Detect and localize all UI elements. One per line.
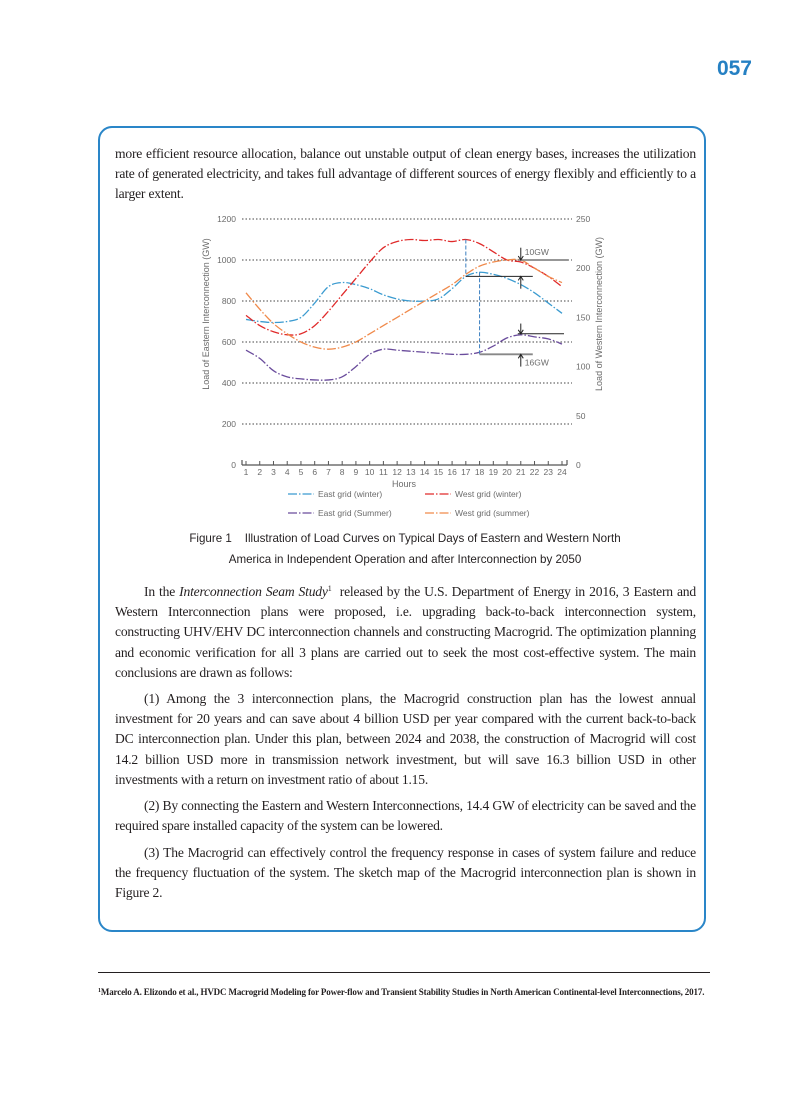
y-tick-label: 1000 <box>217 255 236 265</box>
paragraph-seam-study <box>115 582 700 683</box>
y-tick-label: 800 <box>221 296 236 306</box>
x-tick-label: 19 <box>488 467 499 477</box>
caption-line-1: Figure 1 Illustration of Load Curves on Typical Days of Eastern and Western North <box>189 532 621 545</box>
text: released by the U.S. Department of Energy in 2016, 3 Eastern and Western Interconnection plans were proposed, i.e. upgrading back-to-back interconnection system, constructing UHV/EHV DC interconnection channels and constructing Macrogrid. The optimization planning and economic verification for all 3 plans are carried out to seek the most cost-effective system. The main conclusions are drawn as follows: <box>115 584 700 680</box>
x-tick-label: 5 <box>298 467 304 477</box>
x-tick-label: 22 <box>529 467 540 477</box>
y-tick-label: 400 <box>221 378 236 388</box>
x-tick-label: 20 <box>502 467 512 477</box>
x-tick-label: 13 <box>406 467 416 477</box>
left-axis-ticks <box>217 214 236 470</box>
intro-paragraph: more efficient resource allocation, balance out unstable output of clean energy bases, increases the utilization rate of generated electricity, and takes full advantage of different sources of energy flexibly and efficiently to a larger extent. <box>115 146 696 202</box>
y2-tick-label: 50 <box>576 410 586 421</box>
y-tick-label: 0 <box>231 460 236 470</box>
paragraph-conclusion-1: (1) Among the 3 interconnection plans, the Macrogrid construction plan has the lowest annual investment for 20 years and can save about 4 billion USD per year compared with the current back-to-back DC interconnection plan. Under this plan, between 2024 and 2038, the construction of Macrogrid will cost 14.2 billion USD more in transmission network investment, but will save 16.3 billion USD in other investments with a return on investment ratio of about 1.15. <box>115 691 696 787</box>
x-tick-label: 15 <box>433 467 444 477</box>
x-tick-label: 8 <box>339 467 345 477</box>
y2-tick-label: 0 <box>576 460 581 470</box>
legend-label-2: East grid (Summer) <box>318 508 392 518</box>
caption-line-2: America in Independent Operation and after Interconnection by 2050 <box>228 553 582 566</box>
footnote-ref[interactable]: 1 <box>327 584 332 593</box>
x-tick-label: 16 <box>447 467 457 477</box>
footnote-divider <box>98 972 710 973</box>
gridlines <box>242 219 572 424</box>
x-tick-label: 18 <box>474 467 485 477</box>
annotation-16gw: 16GW <box>524 357 549 368</box>
x-tick-label: 4 <box>284 467 290 477</box>
study-title: Interconnection Seam Study <box>179 584 328 599</box>
x-tick-label: 7 <box>326 467 331 477</box>
x-tick-label: 2 <box>257 467 263 477</box>
legend-label-1: West grid (winter) <box>455 489 522 499</box>
paragraph-conclusion-2: (2) By connecting the Eastern and Western Interconnections, 14.4 GW of electricity can be saved and the required spare installed capacity of the system can be lowered. <box>115 798 696 834</box>
y2-axis-label: Load of Western Interconnection (GW) <box>594 237 604 391</box>
x-tick-label: 10 <box>364 467 375 477</box>
y-tick-label: 600 <box>221 337 236 347</box>
y-axis-label: Load of Eastern Interconnection (GW) <box>201 238 211 390</box>
y-tick-label: 200 <box>221 419 236 429</box>
x-tick-label: 21 <box>516 467 526 477</box>
x-tick-label: 1 <box>243 467 249 477</box>
legend <box>288 489 530 518</box>
legend-label-3: West grid (summer) <box>455 508 530 518</box>
x-tick-label: 6 <box>312 467 318 477</box>
x-tick-label: 24 <box>557 467 567 477</box>
x-tick-label: 9 <box>353 467 359 477</box>
x-axis-label: Hours <box>391 479 417 489</box>
x-tick-label: 12 <box>392 467 402 477</box>
annotations <box>466 240 568 368</box>
y2-tick-label: 200 <box>576 263 591 274</box>
x-axis <box>242 460 567 477</box>
x-tick-label: 11 <box>378 467 388 477</box>
x-tick-label: 14 <box>419 467 430 477</box>
x-tick-label: 23 <box>543 467 553 477</box>
x-tick-label: 17 <box>461 467 471 477</box>
load-curve-chart <box>190 208 620 528</box>
text: In the <box>144 584 180 599</box>
paragraph-conclusion-3: (3) The Macrogrid can effectively control the frequency response in cases of system failure and reduce the frequency fluctuation of the system. The sketch map of the Macrogrid interconnection plan is shown in Figure 2. <box>115 845 696 901</box>
y-tick-label: 1200 <box>217 214 236 224</box>
x-tick-label: 3 <box>271 467 276 477</box>
footnote-text: Marcelo A. Elizondo et al., HVDC Macrogrid Modeling for Power-flow and Transient Stability Studies in North American Continental-level Interconnections, 2017. <box>100 987 705 997</box>
footnote <box>98 985 712 999</box>
series-line-0 <box>246 272 562 322</box>
y2-tick-label: 100 <box>576 361 591 372</box>
right-axis-ticks <box>576 214 590 470</box>
y2-tick-label: 150 <box>576 312 591 323</box>
y2-tick-label: 250 <box>576 214 591 224</box>
page-number: 057 <box>716 57 752 80</box>
footnote-number: 1 <box>98 988 101 994</box>
annotation-10gw: 10GW <box>524 246 549 257</box>
figure-caption <box>150 528 660 570</box>
series-lines <box>246 239 562 380</box>
legend-label-0: East grid (winter) <box>318 489 383 499</box>
